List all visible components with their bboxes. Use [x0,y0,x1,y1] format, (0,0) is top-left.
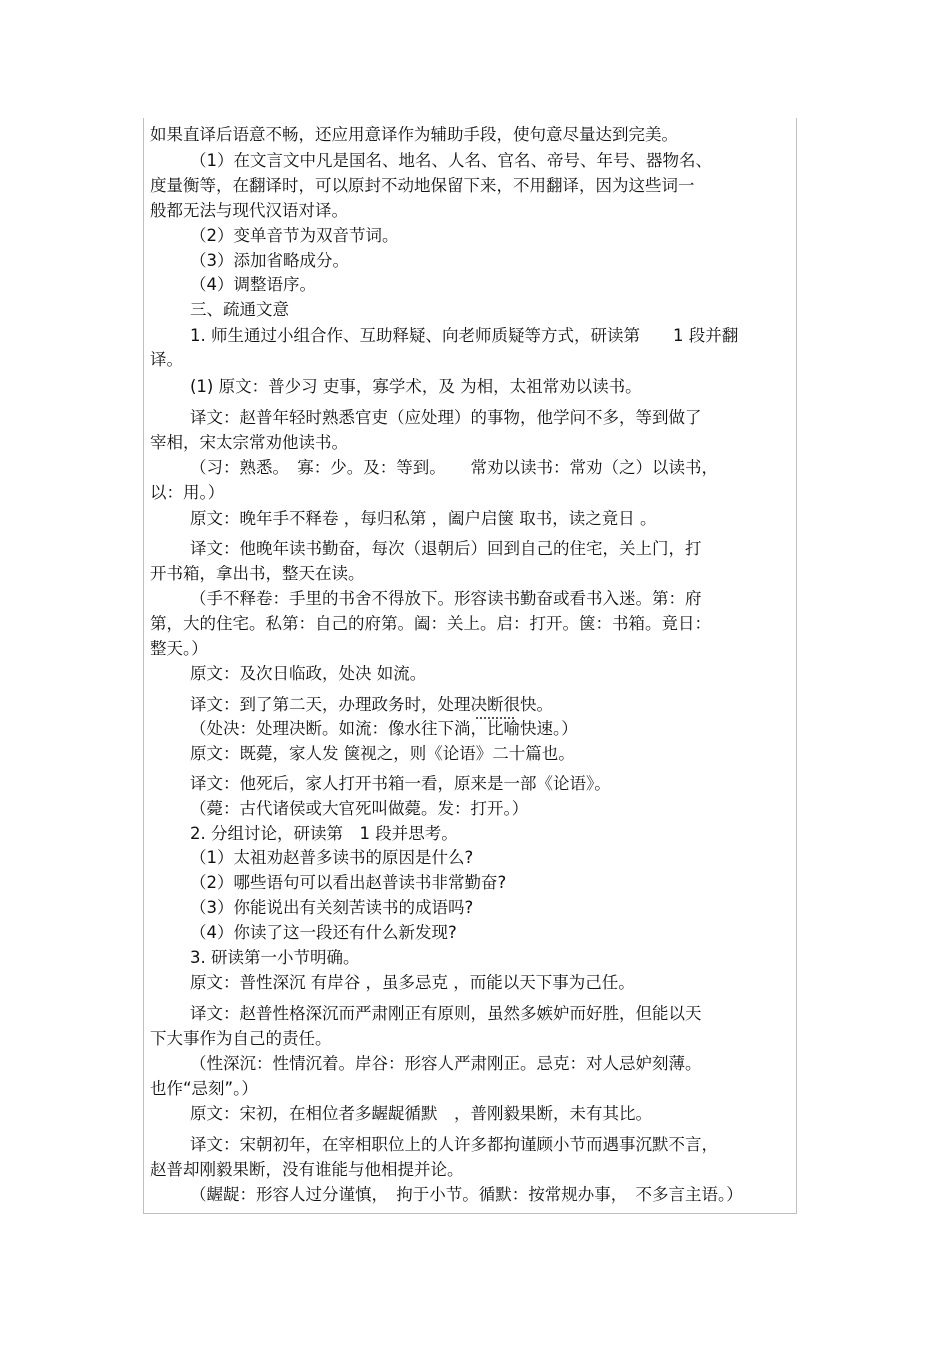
text-line: 译文：宋朝初年，在宰相职位上的人许多都拘谨顾小节而遇事沉默不言， [190,1135,718,1154]
text-line: （处决：处理决断。如流：像水往下淌，比喻快速。） [190,719,578,738]
text-line: 原文：晚年手不释卷 ，每归私第 ，阖户启箧 取书，读之竟日 。 [190,509,657,528]
dotted-line-marker [476,717,514,719]
text-line: （2）变单音节为双音节词。 [190,226,399,245]
text-line: 下大事作为自己的责任。 [150,1029,332,1048]
text-line: （2）哪些语句可以看出赵普读书非常勤奋? [190,873,507,892]
text-line: (1) 原文：普少习 吏事，寡学术，及 为相，太祖常劝以读书。 [190,377,642,396]
text-line: （习：熟悉。 寡：少。及：等到。 常劝以读书：常劝（之）以读书， [190,458,718,477]
text-line: （1）在文言文中凡是国名、地名、人名、官名、帝号、年号、器物名、 [190,151,712,170]
text-line: 译文：他晚年读书勤奋，每次（退朝后）回到自己的住宅，关上门，打 [190,539,702,558]
text-line: 2. 分组讨论，研读第 1 段并思考。 [190,824,458,843]
text-line: 3. 研读第一小节明确。 [190,948,360,967]
text-line: 1. 师生通过小组合作、互助释疑、向老师质疑等方式，研读第 1 段并翻 [190,326,739,345]
text-line: 译文：赵普年轻时熟悉官吏（应处理）的事物，他学问不多，等到做了 [190,408,702,427]
text-line: （4）调整语序。 [190,275,316,294]
text-line: （1）太祖劝赵普多读书的原因是什么? [190,848,474,867]
text-line: 以：用。） [150,483,225,502]
text-line: 般都无法与现代汉语对译。 [150,201,348,220]
text-line: （性深沉：性情沉着。岸谷：形容人严肃刚正。忌克：对人忌妒刻薄。 [190,1054,702,1073]
text-line: （3）添加省略成分。 [190,251,349,270]
text-line: 原文：普性深沉 有岸谷 ，虽多忌克 ，而能以天下事为己任。 [190,973,635,992]
text-line: 原文：既薨，家人发 箧视之，则《论语》二十篇也。 [190,744,575,763]
text-line: 如果直译后语意不畅，还应用意译作为辅助手段，使句意尽量达到完美。 [150,125,678,144]
text-line: 译文：到了第二天，办理政务时，处理决断很快。 [190,695,553,714]
text-line: 译文：赵普性格深沉而严肃刚正有原则，虽然多嫉妒而好胜，但能以天 [190,1004,702,1023]
text-line: （3）你能说出有关刻苦读书的成语吗? [190,898,474,917]
text-line: （手不释卷：手里的书舍不得放下。形容读书勤奋或看书入迷。第：府 [190,589,702,608]
text-line: 开书箱，拿出书，整天在读。 [150,564,365,583]
text-line: 译文：他死后，家人打开书箱一看，原来是一部《论语》。 [190,774,611,793]
text-line: （4）你读了这一段还有什么新发现? [190,923,457,942]
text-line: 也作“忌刻”。） [150,1079,258,1098]
text-line: 原文：宋初，在相位者多龌龊循默 ，普刚毅果断，未有其比。 [190,1104,652,1123]
text-line: 赵普却刚毅果断，没有谁能与他相提并论。 [150,1160,464,1179]
text-line: 译。 [150,350,183,369]
text-line: 整天。） [150,639,208,658]
text-line: （薨：古代诸侯或大官死叫做薨。发：打开。） [190,799,529,818]
text-line: 原文：及次日临政，处决 如流。 [190,664,427,683]
text-line: 宰相，宋太宗常劝他读书。 [150,433,348,452]
section-heading: 三、疏通文意 [190,300,289,319]
text-line: （龌龊：形容人过分谨慎， 拘于小节。循默：按常规办事， 不多言主语。） [190,1185,743,1204]
text-line: 度量衡等，在翻译时，可以原封不动地保留下来，不用翻译，因为这些词一 [150,176,695,195]
text-line: 第，大的住宅。私第：自己的府第。阖：关上。启：打开。箧：书箱。竟日： [150,614,711,633]
